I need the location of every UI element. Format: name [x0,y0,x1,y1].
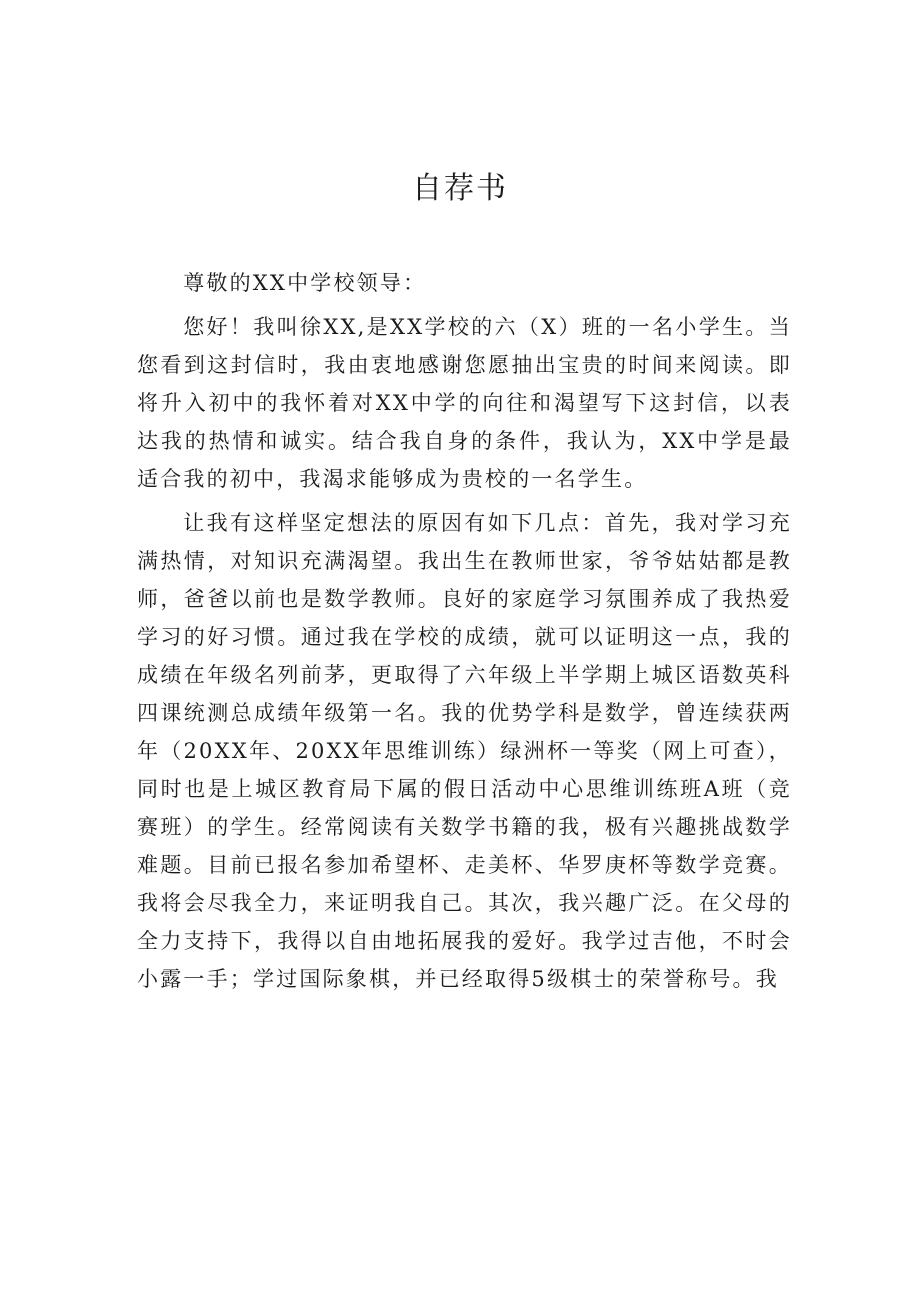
document-title: 自荐书 [412,171,508,206]
paragraph-greeting: 您好！我叫徐XX,是XX学校的六（X）班的一名小学生。当您看到这封信时，我由衷地感谢您愿抽出宝贵的时间来阅读。即将升入初中的我怀着对XX中学的向往和渴望写下这封信，以表达我的热情和诚实。结合我自身的条件，我认为，XX中学是最适合我的初中，我渴求能够成为贵校的一名学生。 [137,315,792,491]
paragraph-reasons: 让我有这样坚定想法的原因有如下几点：首先，我对学习充满热情，对知识充满渴望。我出生在教师世家，爷爷姑姑都是教师，爸爸以前也是数学教师。良好的家庭学习氛围养成了我热爱学习的好习惯。通过我在学校的成绩，就可以证明这一点，我的成绩在年级名列前茅，更取得了六年级上半学期上城区语数英科四课统测总成绩年级第一名。我的优势学科是数学，曾连续获两年（20XX年、20XX年思维训练）绿洲杯一等奖（网上可查），同时也是上城区教育局下属的假日活动中心思维训练班A班（竞赛班）的学生。经常阅读有关数学书籍的我，极有兴趣挑战数学难题。目前已报名参加希望杯、走美杯、华罗庚杯等数学竞赛。我将会尽我全力，来证明我自己。其次，我兴趣广泛。在父母的全力支持下，我得以自由地拓展我的爱好。我学过吉他，不时会小露一手；学过国际象棋，并已经取得5级棋士的荣誉称号。我 [137,511,792,991]
document-body [137,264,792,1004]
salutation: 尊敬的XX中学校领导： [183,271,427,295]
